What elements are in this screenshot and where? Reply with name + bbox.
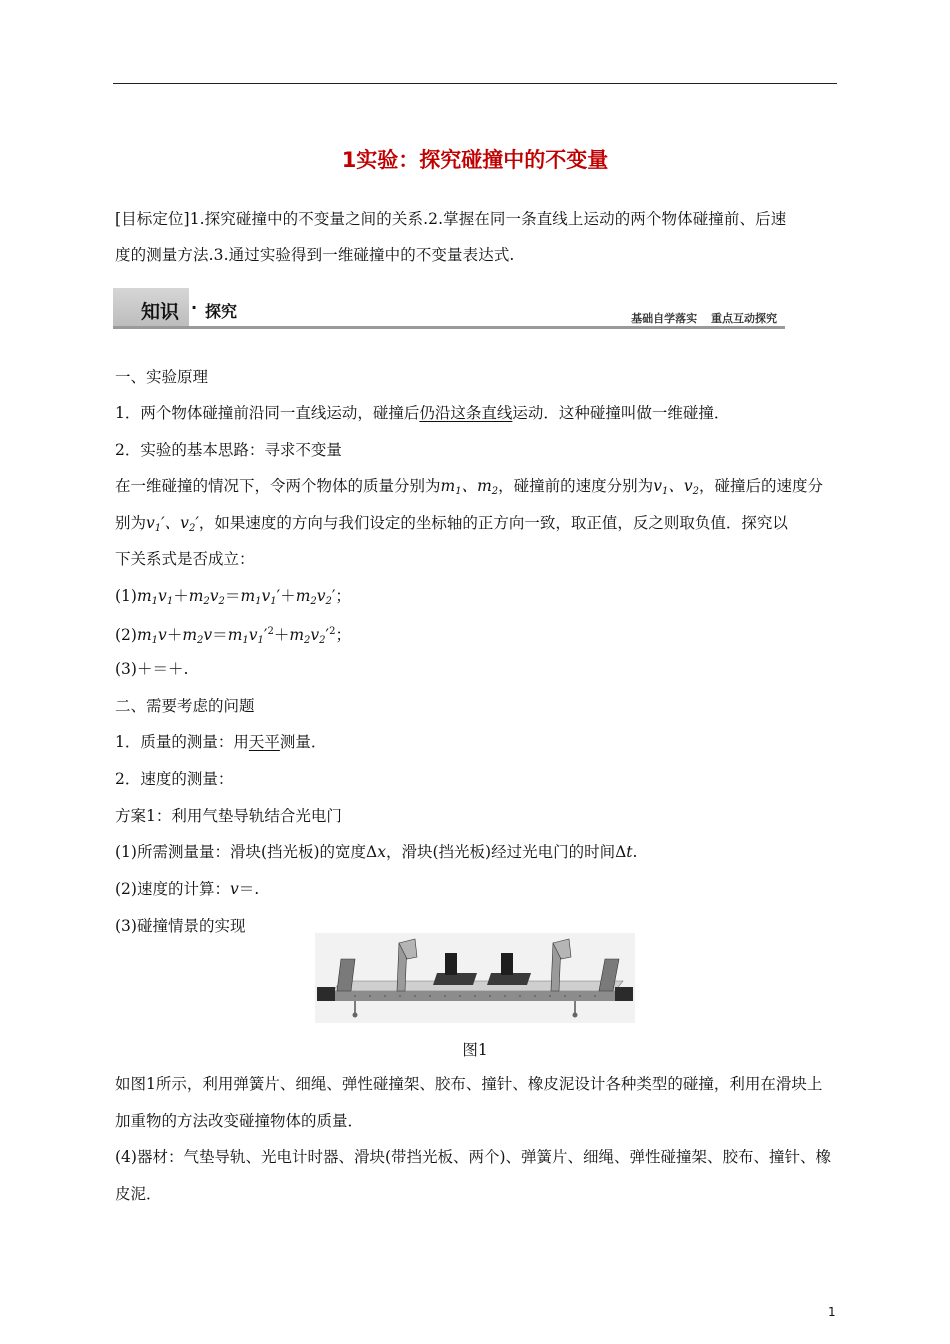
c4-text-a: (1)所需测量量：滑块(挡光板)的宽度Δ [115,843,378,861]
consider-paragraph-2: 2．速度的测量： [115,770,234,788]
header-rule [113,83,837,84]
after-velocity-symbols: $v_1'$、$v_2'$ [146,514,199,534]
p1-text-b: 运动．这种碰撞叫做一维碰撞． [512,404,730,422]
p3-text-b: ，碰撞前的速度分别为 [498,477,654,495]
banner-sub-label: 探究 [205,302,238,321]
consider-paragraph-10: 皮泥． [115,1185,162,1203]
c5-text-b: ＝. [238,880,260,898]
c5-v-symbol: v [229,880,239,898]
track-top [333,981,623,991]
track-rail [333,991,615,1001]
velocity-symbols: $v_1$、$v_2$ [653,477,699,497]
consider-paragraph-4 [115,842,637,862]
consider-paragraph-7: 如图1所示，利用弹簧片、细绳、弹性碰撞架、胶布、撞针、橡皮泥设计各种类型的碰撞，利用在滑块上 [115,1075,823,1093]
consider-paragraph-6: (3)碰撞情景的实现 [115,917,246,935]
mass-symbols: $m_1$、$m_2$ [440,477,499,497]
principle-paragraph-5: 下关系式是否成立： [115,550,255,568]
consider-paragraph-9: (4)器材：气垫导轨、光电计时器、滑块(带挡光板、两个)、弹簧片、细绳、弹性碰撞架、胶布、撞针、橡 [115,1148,832,1166]
c5-text-a: (2)速度的计算： [115,880,230,898]
c4-x-symbol: x [377,843,386,861]
page-number: 1 [828,1305,836,1319]
equation-1: $(1)m_1v_1+m_2v_2=m_1v_1'+m_2v_2'$； [115,587,351,607]
principle-paragraph-2: 2．实验的基本思路：寻求不变量 [115,441,342,459]
page-title: 1实验：探究碰撞中的不变量 [341,148,609,172]
figure-caption: 图1 [462,1041,488,1059]
left-end-block [317,987,335,1001]
consider-paragraph-5 [115,879,259,899]
banner-main-label: 知识 [141,301,180,323]
equation-3: (3)＋＝＋. [115,660,189,678]
consider-paragraph-3: 方案1：利用气垫导轨结合光电门 [115,807,342,825]
principle-paragraph-4 [115,513,788,539]
banner-right-text: 基础自学落实 重点互动探究 [631,312,777,325]
c1-text-b: 测量． [279,733,327,751]
goal-line-2: 度的测量方法.3.通过实验得到一维碰撞中的不变量表达式. [115,246,515,264]
p1-text-a: 1．两个物体碰撞前沿同一直线运动，碰撞后 [115,404,420,422]
glider-1-flag [445,953,457,975]
left-foot-screw [353,1013,358,1018]
p3-text-c: ，碰撞后的速度分 [698,477,823,495]
equation-2: $(2)m_1v+m_2v=m_1v_1'^2+m_2v_2'^2$； [115,626,351,646]
c4-text-b: ，滑块(挡光板)经过光电门的时间Δ [386,843,627,861]
consider-paragraph-8: 加重物的方法改变碰撞物体的质量． [115,1112,364,1130]
c1-text-a: 1．质量的测量：用 [115,733,249,751]
c4-t-symbol: t [626,843,633,861]
banner-dot: · [191,298,198,317]
section-banner [113,288,785,328]
p3-text-a: 在一维碰撞的情况下，令两个物体的质量分别为 [115,477,441,495]
glider-2-flag [501,953,513,975]
air-track-figure [315,933,635,1023]
right-foot-screw [573,1013,578,1018]
principle-paragraph-3 [115,476,823,502]
p4-text-b: ，如果速度的方向与我们设定的坐标轴的正方向一致，取正值，反之则取负值．探究以 [198,514,788,532]
principle-paragraph-1 [115,403,729,423]
p1-underlined: 仍沿这条直线 [419,404,513,422]
c1-underlined: 天平 [248,733,280,751]
right-end-block [615,987,633,1001]
section-1-heading: 一、实验原理 [115,368,209,386]
banner-rule [113,326,785,329]
section-2-heading: 二、需要考虑的问题 [115,697,255,715]
p4-text-a: 别为 [115,514,147,532]
goal-line-1: [目标定位]1.探究碰撞中的不变量之间的关系.2.掌握在同一条直线上运动的两个物体碰撞前、后速 [115,210,787,228]
consider-paragraph-1 [115,732,326,752]
c4-text-c: . [632,843,638,861]
